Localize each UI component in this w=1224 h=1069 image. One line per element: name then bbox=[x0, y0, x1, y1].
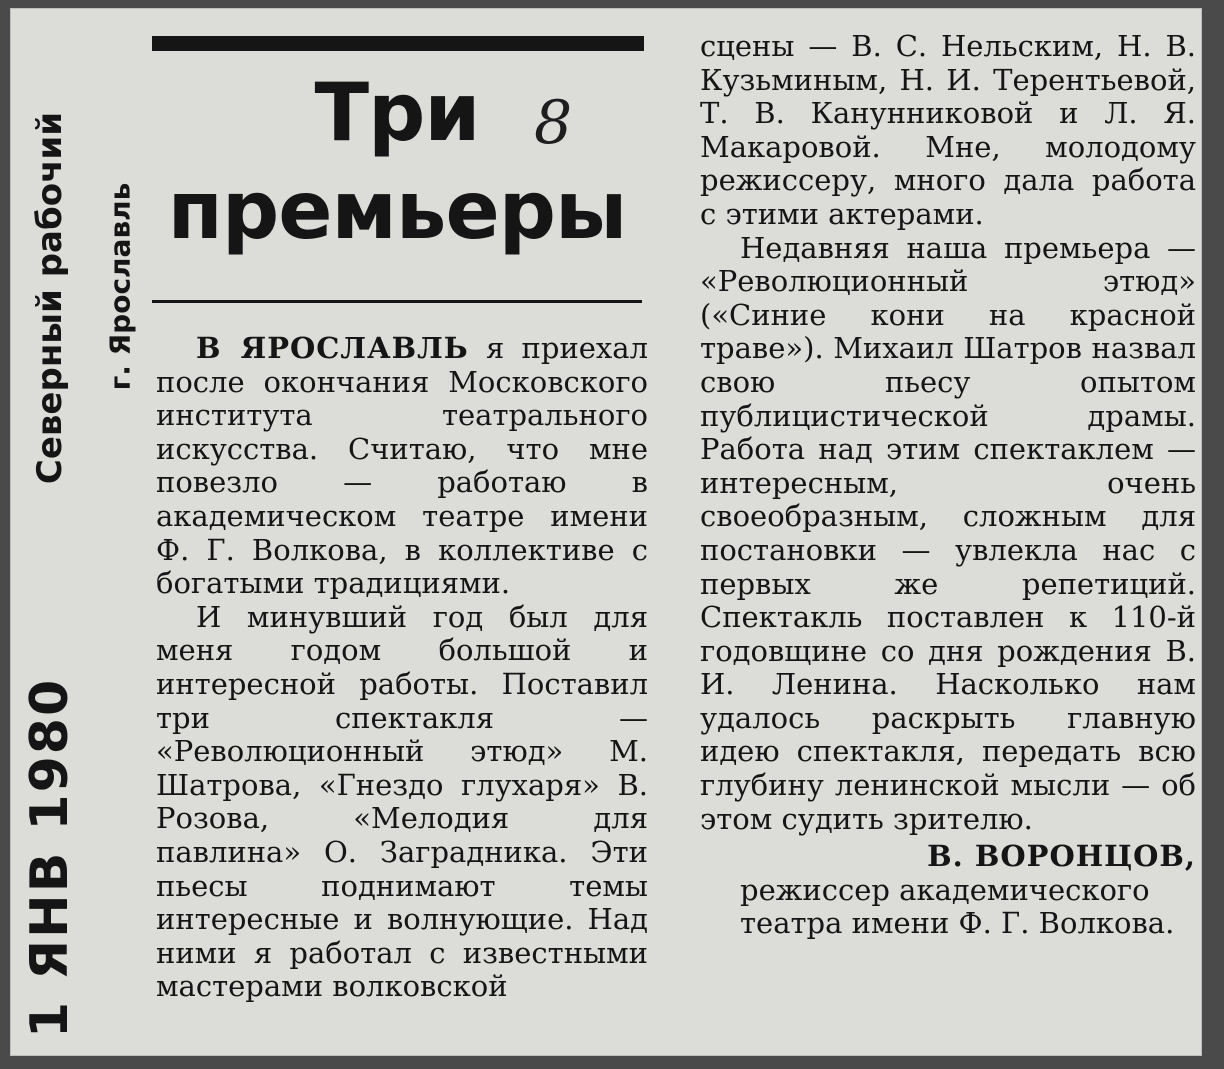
headline-line2: премьеры bbox=[167, 164, 627, 257]
lead-words: В ЯРОСЛАВЛЬ bbox=[196, 331, 469, 365]
headline-top-rule bbox=[152, 36, 644, 51]
article-paragraph-2: И минувший год был для меня годом большой и интересной работы. Поставил три спектакля — «Революционный этюд» М. Шатрова, «Гнездо глухаря» В. Розова, «Мелодия для павлина» О. Заградника. Эти пьесы поднимают темы интересные и волнующие. Над ними я работал с известными мастерами волковской bbox=[156, 599, 648, 1004]
article-paragraph-2-continued: сцены — В. С. Нельским, Н. В. Кузьминым, Н. И. Терентьевой, Т. В. Канунниковой и Л. Я. Макаровой. Мне, молодому режиссеру, много дала работа с этими актерами. bbox=[700, 29, 1196, 231]
article-paragraph-3: Недавняя наша премьера — «Революционный этюд» («Синие кони на красной траве»). Михаил Шатров назвал свою пьесу опытом публицистической драмы. Работа над этим спектаклем — интересным, очень своеобразным, сложным для постановки — увлекла нас с первых же репетиций. Спектакль поставлен к 110-й годовщине со дня рождения В. И. Ленина. Насколько нам удалось раскрыть главную идею спектакля, передать всю глубину ленинской мысли — об этом судить зрителю. bbox=[700, 230, 1196, 836]
headline-line1: Три bbox=[314, 66, 480, 159]
article-column-2 bbox=[700, 30, 1196, 941]
handwritten-mark: 8 bbox=[534, 88, 573, 158]
author-name: В. ВОРОНЦОВ, bbox=[927, 839, 1196, 874]
headline-bottom-rule bbox=[152, 300, 642, 303]
article-paragraph-1 bbox=[156, 332, 648, 601]
author-title: режиссер академического театра имени Ф. Г. Волкова. bbox=[740, 872, 1175, 941]
city-stamp bbox=[100, 150, 140, 450]
article-column-1 bbox=[156, 332, 648, 1004]
newspaper-stamp bbox=[20, 8, 80, 1048]
stamp-date: 1 ЯНВ 1980 bbox=[20, 677, 80, 1039]
paragraph-1-text: я приехал после окончания Московского института театрального искусства. Считаю, что мне повезло — работаю в академическом театре имени Ф. Г. Волкова, в коллективе с богатыми традициями. bbox=[156, 331, 648, 601]
stamp-city: г. Ярославль bbox=[103, 182, 137, 391]
newspaper-name: Северный рабочий bbox=[30, 111, 70, 485]
